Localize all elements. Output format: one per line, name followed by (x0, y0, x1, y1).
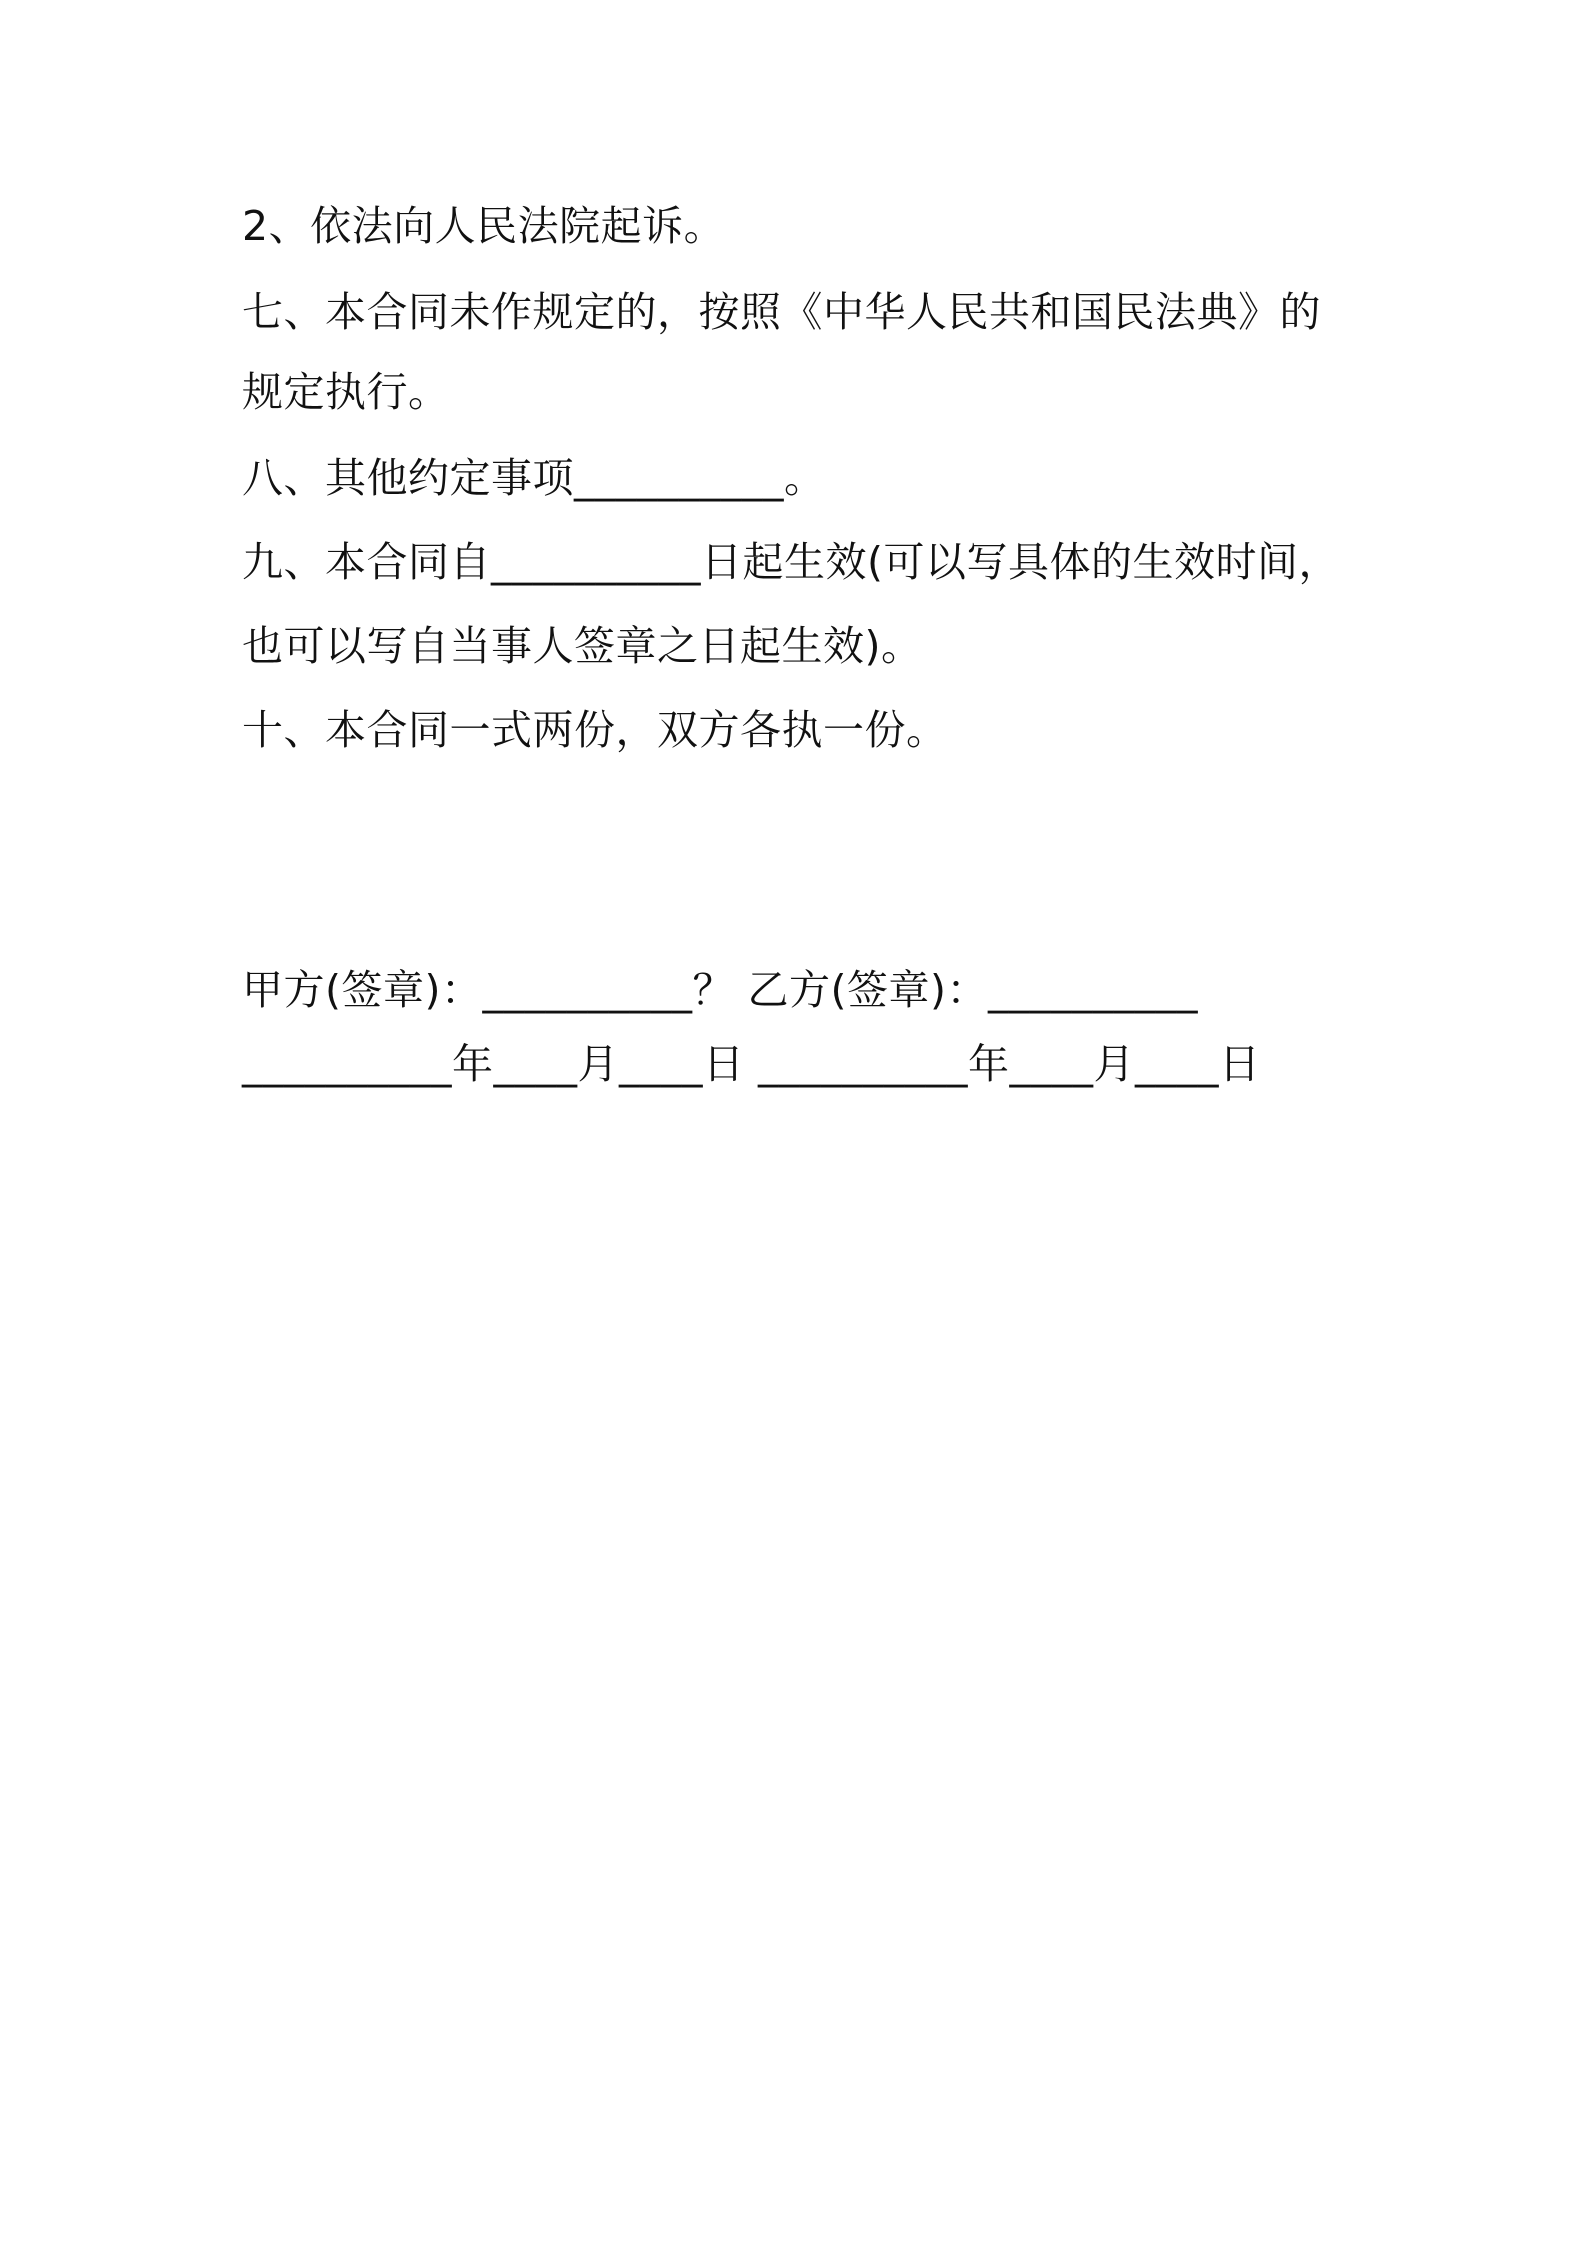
clause-nine-continued: 也可以写自当事人签章之日起生效)。 (242, 622, 923, 670)
signature-date-line: __________年____月____日 __________年____月____日 (242, 1040, 1261, 1088)
clause-seven-continued: 规定执行。 (242, 368, 450, 416)
signature-parties-line: 甲方(签章)：__________？ 乙方(签章)：__________ (242, 966, 1199, 1014)
clause-seven: 七、本合同未作规定的，按照《中华人民共和国民法典》的 (242, 288, 1321, 336)
clause-ten: 十、本合同一式两份，双方各执一份。 (242, 706, 948, 754)
clause-eight: 八、其他约定事项__________。 (242, 454, 826, 502)
clause-nine: 九、本合同自__________日起生效(可以写具体的生效时间， (242, 538, 1340, 586)
clause-litigation: 2、依法向人民法院起诉。 (242, 202, 726, 250)
